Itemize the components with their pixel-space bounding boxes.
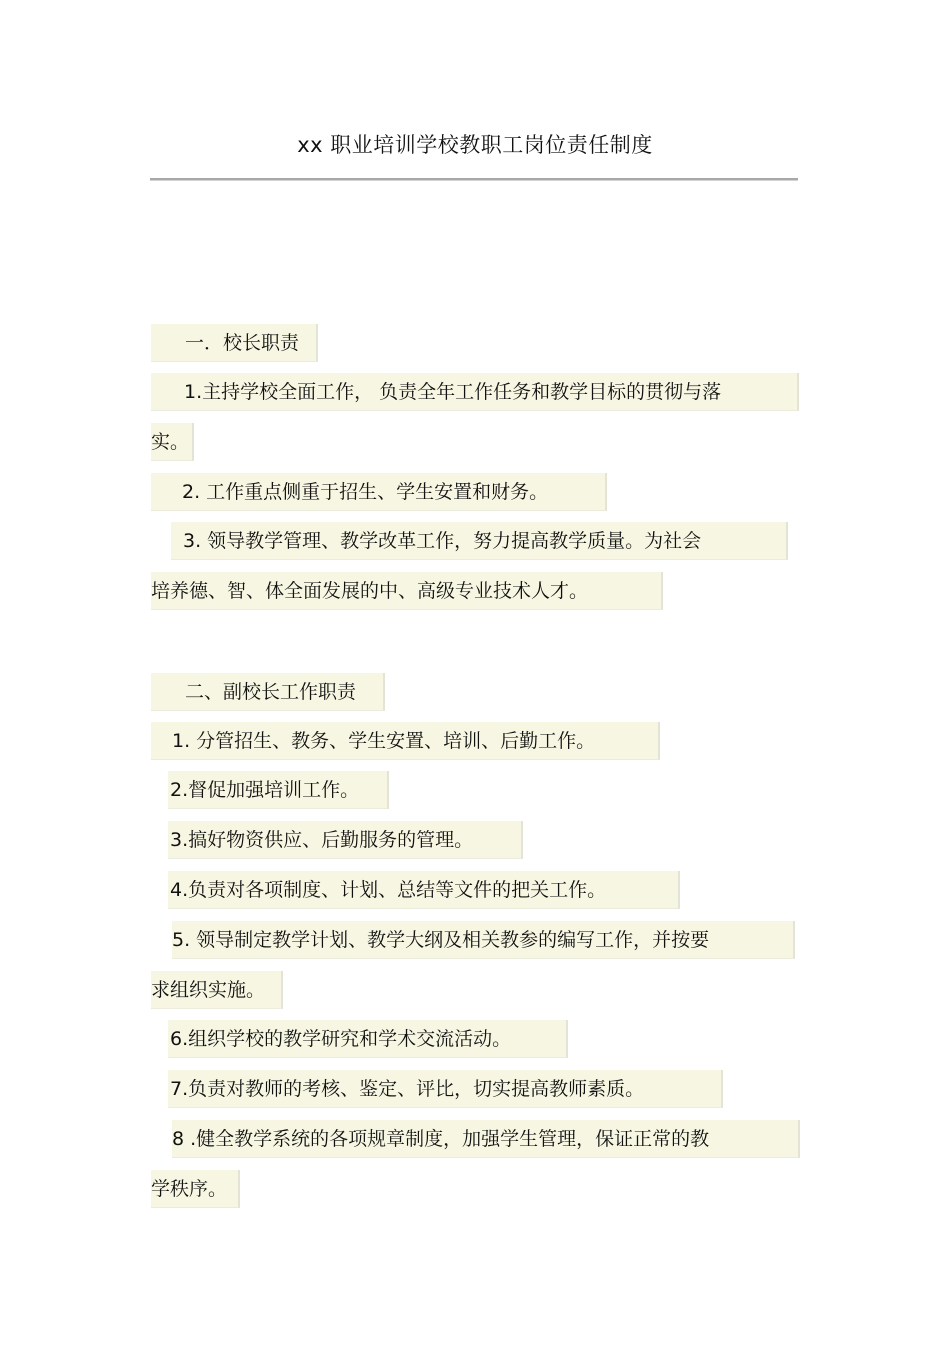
- title-divider: [150, 178, 798, 181]
- document-title: xx 职业培训学校教职工岗位责任制度: [297, 133, 653, 157]
- vice-duty-6: [168, 1020, 568, 1058]
- section-heading-text: 二、副校长工作职责: [185, 681, 357, 703]
- principal-duty-3: [171, 522, 788, 560]
- duty-text: 5. 领导制定教学计划、教学大纲及相关教参的编写工作，并按要: [172, 929, 710, 951]
- vice-duty-1: [151, 722, 660, 760]
- vice-duty-4: [168, 871, 680, 909]
- section-heading-vice-principal: [151, 673, 385, 711]
- duty-text: 7.负责对教师的考核、鉴定、评比，切实提高教师素质。: [170, 1078, 645, 1100]
- duty-text: 3.搞好物资供应、后勤服务的管理。: [170, 829, 474, 851]
- duty-text: 6.组织学校的教学研究和学术交流活动。: [170, 1028, 512, 1050]
- principal-duty-1-continued: [151, 423, 194, 461]
- duty-text: 学秩序。: [151, 1178, 228, 1200]
- duty-text: 1.主持学校全面工作， 负责全年工作任务和教学目标的贯彻与落: [184, 381, 722, 403]
- duty-text: 4.负责对各项制度、计划、总结等文件的把关工作。: [170, 879, 607, 901]
- duty-text: 2. 工作重点侧重于招生、学生安置和财务。: [182, 481, 549, 503]
- vice-duty-3: [168, 821, 523, 859]
- vice-duty-5-continued: [151, 971, 283, 1009]
- vice-duty-2: [168, 771, 389, 809]
- vice-duty-5: [172, 921, 795, 959]
- duty-text: 3. 领导教学管理、教学改革工作，努力提高教学质量。为社会: [183, 530, 702, 552]
- vice-duty-8: [172, 1120, 800, 1158]
- duty-text: 培养德、智、体全面发展的中、高级专业技术人才。: [151, 580, 589, 602]
- vice-duty-8-continued: [151, 1170, 240, 1208]
- principal-duty-1: [151, 373, 799, 411]
- principal-duty-3-continued: [151, 572, 663, 610]
- duty-text: 8 .健全教学系统的各项规章制度，加强学生管理，保证正常的教: [172, 1128, 710, 1150]
- duty-text: 2.督促加强培训工作。: [170, 779, 360, 801]
- duty-text: 求组织实施。: [151, 979, 266, 1001]
- principal-duty-2: [151, 473, 607, 511]
- duty-text: 实。: [151, 431, 190, 453]
- section-heading-principal: [151, 324, 318, 362]
- duty-text: 1. 分管招生、教务、学生安置、培训、后勤工作。: [172, 730, 596, 752]
- section-heading-text: 一．校长职责: [185, 332, 300, 354]
- vice-duty-7: [168, 1070, 723, 1108]
